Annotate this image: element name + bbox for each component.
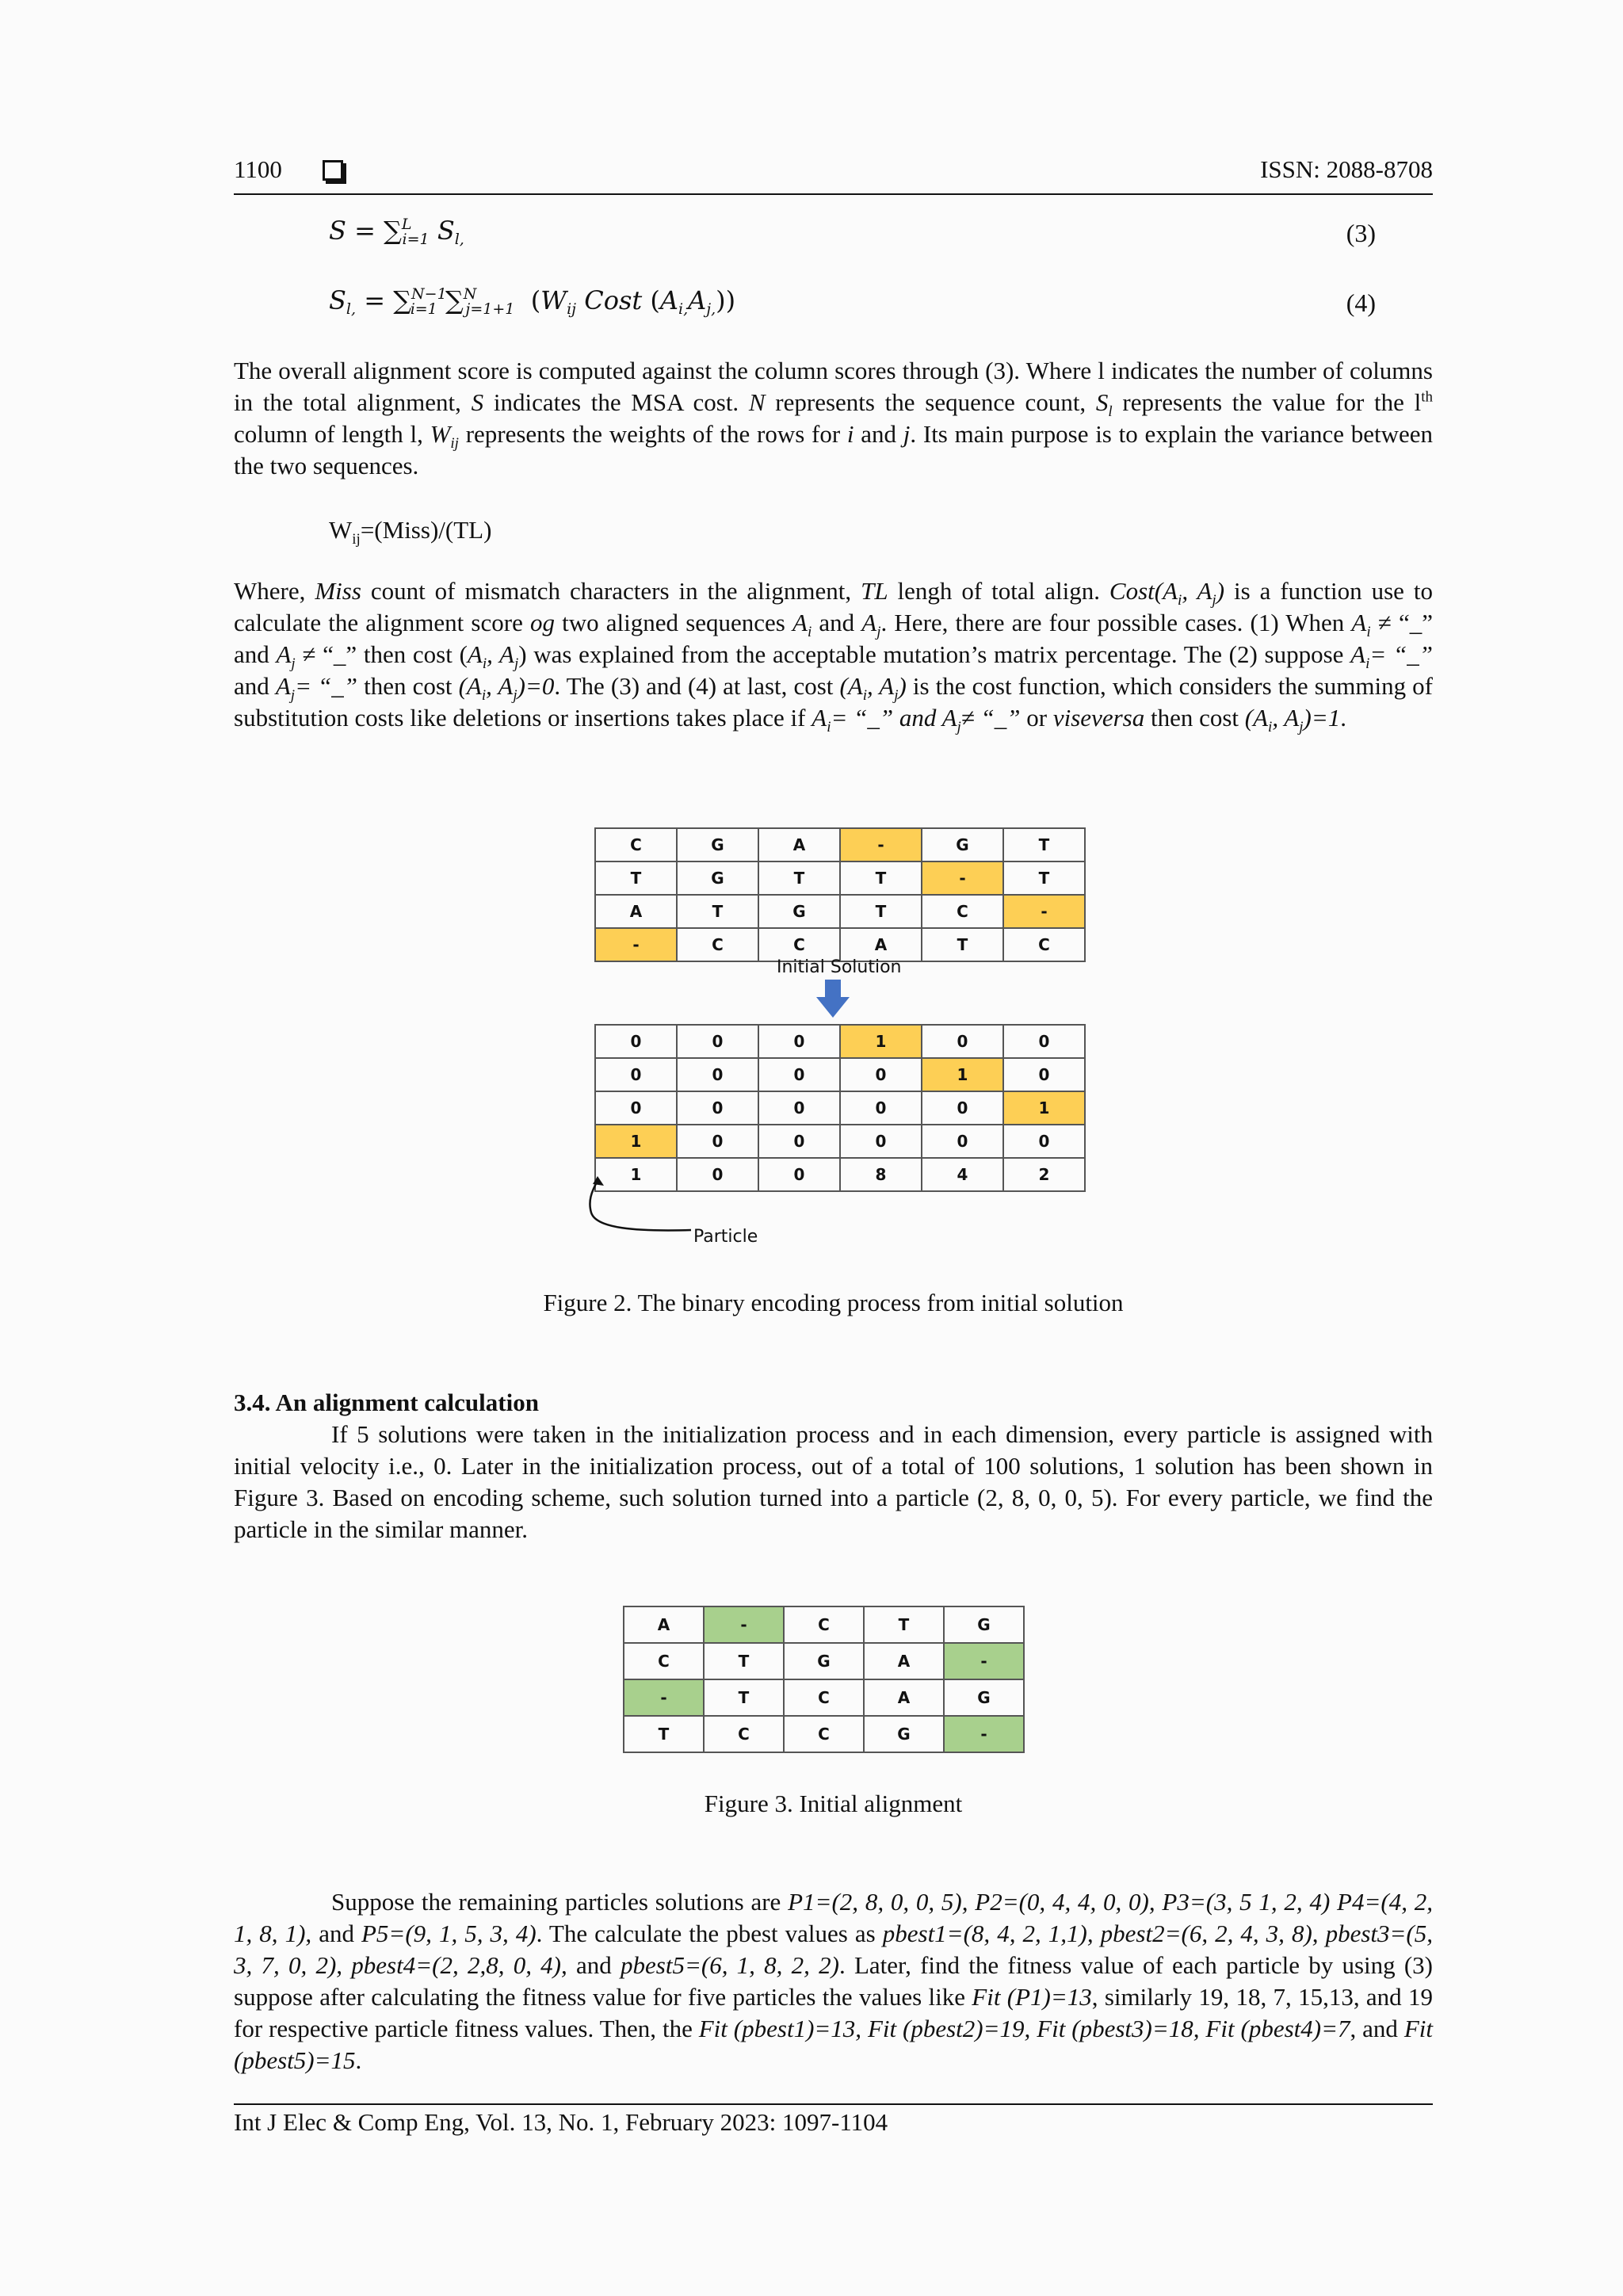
table-cell: C — [595, 828, 677, 861]
table-cell: T — [1003, 861, 1085, 895]
table-row — [595, 1091, 1085, 1125]
table-cell: A — [864, 1643, 944, 1679]
figure2-caption: Figure 2. The binary encoding process from initial solution — [543, 1289, 1124, 1316]
table-cell: A — [840, 928, 922, 961]
table-cell: C — [704, 1716, 784, 1752]
table-cell: C — [624, 1643, 704, 1679]
table-cell: - — [944, 1643, 1024, 1679]
table-row — [595, 1058, 1085, 1091]
figure2-initial-solution-table — [594, 827, 1086, 962]
table-cell: C — [784, 1716, 864, 1752]
table-cell: 0 — [595, 1091, 677, 1125]
table-cell: 0 — [758, 1125, 840, 1158]
table-cell: 0 — [840, 1058, 922, 1091]
table-cell: 0 — [758, 1058, 840, 1091]
table-cell: T — [677, 895, 758, 928]
table-cell: T — [840, 895, 922, 928]
table-cell: 2 — [1003, 1158, 1085, 1191]
table-cell: G — [922, 828, 1003, 861]
table-row — [595, 928, 1085, 961]
paragraph-cost: Where, Miss count of mismatch characters in the alignment, TL lengh of total align. $Cost(A_i$, $A_j$) is a function use to calculate the alignment score og two aligned sequences $A_i$ and $A_j$. Here, there are four possible cases. (1) When $A_i$ ≠ “_” and $A_j$ ≠ “_” then cost ($A_i$, $A_j$) was explained from the acceptable mutation’s matrix percentage. The (2) suppose $A_i=$ “_” and $A_j=$ “_” then cost ($A_i$, $A_j)=0$. The (3) and (4) at last, cost ($A_i$, $A_j$) is the cost function, which considers the summing of substitution costs like deletions or insertions takes place if $A_i=$ “_” and $A_j\ne$ “_” or viseversa then cost ($A_i$, $A_j)=1$. — [234, 577, 1433, 736]
table-cell: T — [758, 861, 840, 895]
table-cell: 0 — [595, 1025, 677, 1058]
table-row — [595, 1025, 1085, 1058]
footer-rule — [234, 2103, 1433, 2105]
table-cell: - — [595, 928, 677, 961]
table-cell: 0 — [758, 1091, 840, 1125]
equation-4-number: (4) — [1346, 288, 1376, 317]
table-cell: 0 — [677, 1158, 758, 1191]
table-cell: G — [677, 861, 758, 895]
table-cell: C — [758, 928, 840, 961]
page-footer: Int J Elec & Comp Eng, Vol. 13, No. 1, February 2023: 1097-1104 — [234, 2108, 888, 2136]
table-cell: C — [922, 895, 1003, 928]
table-cell: C — [784, 1679, 864, 1716]
equation-3: S = ∑$^L$i=1 Sl, — [329, 216, 464, 248]
header-rule — [234, 193, 1433, 195]
table-cell: 1 — [595, 1158, 677, 1191]
figure2-binary-table — [594, 1024, 1086, 1192]
table-cell: A — [624, 1606, 704, 1643]
table-row — [624, 1643, 1024, 1679]
section-3-4-body: If 5 solutions were taken in the initialization process and in each dimension, every particle is assigned with initial velocity i.e., 0. Later in the initialization process, out of a total of 100 solutions, 1 solution has been shown in Figure 3. Based on encoding scheme, such solution turned into a particle (2, 8, 0, 0, 5). For every particle, we find the particle in the similar manner. — [234, 1420, 1433, 1543]
table-cell: 0 — [922, 1025, 1003, 1058]
table-cell: 0 — [922, 1091, 1003, 1125]
table-cell: 0 — [840, 1091, 922, 1125]
page-header — [234, 155, 1433, 192]
equation-3-number: (3) — [1346, 219, 1376, 247]
table-cell: T — [704, 1643, 784, 1679]
table-cell: G — [864, 1716, 944, 1752]
equation-4: Sl, = ∑$^{N-1}$i=1 ∑$^N$j=1+1 (Wij Cost (Ai,Aj,)) — [329, 285, 736, 318]
table-cell: T — [704, 1679, 784, 1716]
table-cell: C — [784, 1606, 864, 1643]
particle-label: Particle — [693, 1227, 758, 1247]
table-cell: 0 — [595, 1058, 677, 1091]
table-cell: 1 — [922, 1058, 1003, 1091]
table-cell: 1 — [595, 1125, 677, 1158]
table-row — [624, 1716, 1024, 1752]
table-cell: 0 — [677, 1025, 758, 1058]
table-cell: 1 — [840, 1025, 922, 1058]
table-cell: 0 — [758, 1025, 840, 1058]
table-cell: 0 — [677, 1058, 758, 1091]
section-heading: 3.4. An alignment calculation — [234, 1389, 539, 1416]
table-row — [624, 1679, 1024, 1716]
table-cell: C — [1003, 928, 1085, 961]
table-cell: - — [944, 1716, 1024, 1752]
table-cell: 0 — [1003, 1025, 1085, 1058]
issn: ISSN: 2088-8708 — [1260, 155, 1433, 183]
table-cell: 0 — [1003, 1125, 1085, 1158]
table-row — [624, 1606, 1024, 1643]
table-row — [595, 895, 1085, 928]
table-cell: - — [1003, 895, 1085, 928]
table-cell: 8 — [840, 1158, 922, 1191]
table-cell: - — [704, 1606, 784, 1643]
table-row — [595, 861, 1085, 895]
table-cell: A — [864, 1679, 944, 1716]
table-cell: 0 — [922, 1125, 1003, 1158]
paragraph-score: The overall alignment score is computed against the column scores through (3). Where l indicates the number of columns in the total alignment, S indicates the MSA cost. N represents the sequence count, $S_l$ represents the value for the $l^{th}$ column of length l, $W_{ij}$ represents the weights of the rows for i and j. Its main purpose is to explain the variance between the two sequences. — [234, 357, 1434, 479]
table-cell: A — [595, 895, 677, 928]
table-cell: G — [944, 1679, 1024, 1716]
table-cell: 4 — [922, 1158, 1003, 1191]
table-cell: C — [677, 928, 758, 961]
table-cell: 0 — [840, 1125, 922, 1158]
table-cell: - — [624, 1679, 704, 1716]
page-number: 1100 — [234, 155, 282, 183]
down-arrow-icon — [816, 980, 850, 1019]
wij-formula: $W_{ij}=(Miss)/(TL)$ — [329, 516, 492, 548]
table-cell: T — [840, 861, 922, 895]
table-cell: T — [922, 928, 1003, 961]
table-cell: A — [758, 828, 840, 861]
table-cell: T — [624, 1716, 704, 1752]
table-cell: G — [677, 828, 758, 861]
table-cell: - — [840, 828, 922, 861]
table-cell: 0 — [677, 1125, 758, 1158]
table-cell: G — [758, 895, 840, 928]
table-cell: T — [595, 861, 677, 895]
table-cell: G — [944, 1606, 1024, 1643]
initial-solution-label: Initial Solution — [777, 957, 902, 977]
table-cell: - — [922, 861, 1003, 895]
table-cell: T — [1003, 828, 1085, 861]
table-cell: 0 — [677, 1091, 758, 1125]
table-cell: 1 — [1003, 1091, 1085, 1125]
table-row — [595, 828, 1085, 861]
table-cell: 0 — [1003, 1058, 1085, 1091]
table-cell: T — [864, 1606, 944, 1643]
figure3-alignment-table — [623, 1606, 1025, 1753]
table-row — [595, 1125, 1085, 1158]
checkbox-square-icon — [323, 160, 343, 181]
figure3-caption: Figure 3. Initial alignment — [704, 1790, 963, 1817]
curved-arrow-icon — [564, 1173, 707, 1236]
table-cell: G — [784, 1643, 864, 1679]
paragraph-particles: Suppose the remaining particles solutions are P1=(2, 8, 0, 0, 5), P2=(0, 4, 4, 0, 0), P3=(3, 5 1, 2, 4) P4=(4, 2, 1, 8, 1), and P5=(9, 1, 5, 3, 4). The calculate the pbest values as pbest1=(8, 4, 2, 1,1), pbest2=(6, 2, 4, 3, 8), pbest3=(5, 3, 7, 0, 2), pbest4=(2, 2,8, 0, 4), and pbest5=(6, 1, 8, 2, 2). Later, find the fitness value of each particle by using (3) suppose after calculating the fitness value for five particles the values like Fit (P1)=13, similarly 19, 18, 7, 15,13, and 19 for respective particle fitness values. Then, the Fit (pbest1)=13, Fit (pbest2)=19, Fit (pbest3)=18, Fit (pbest4)=7, and Fit (pbest5)=15. — [234, 1888, 1434, 2074]
table-cell: 0 — [758, 1158, 840, 1191]
